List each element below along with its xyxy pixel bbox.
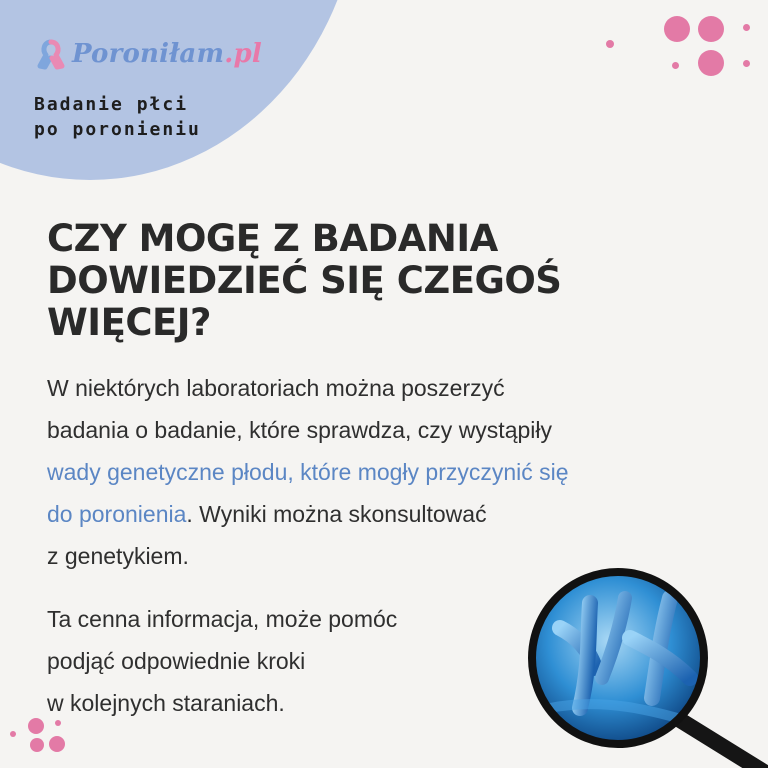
- decor-dot: [698, 50, 724, 76]
- text-line: badania o badanie, które sprawdza, czy wystąpiły: [47, 417, 553, 443]
- background-blob: [0, 0, 360, 180]
- decor-dot: [10, 731, 16, 737]
- paragraph-1: [47, 367, 737, 577]
- decor-dot: [698, 16, 724, 42]
- brand-logo: [36, 38, 262, 70]
- accent-text: do poronienia: [47, 501, 187, 527]
- text-line: z genetykiem.: [47, 543, 189, 569]
- title-line: WIĘCEJ?: [47, 301, 212, 344]
- text-line: Ta cenna informacja, może pomóc: [47, 606, 398, 632]
- decor-dot: [606, 40, 614, 48]
- decor-dot: [743, 60, 750, 67]
- subtitle-line: po poronieniu: [34, 119, 201, 140]
- decor-dot: [49, 736, 65, 752]
- page-title: [47, 218, 707, 344]
- text-span: . Wyniki można skonsultować: [186, 501, 487, 527]
- magnifier-chromosome-icon: [520, 558, 768, 768]
- text-line: podjąć odpowiednie kroki: [47, 648, 306, 674]
- accent-text-line: wady genetyczne płodu, które mogły przyczynić się: [47, 459, 569, 485]
- decor-dot: [30, 738, 44, 752]
- subtitle-line: Badanie płci: [34, 94, 189, 115]
- ribbon-icon: [36, 38, 66, 70]
- brand-name: Poroniłam.pl: [72, 39, 262, 69]
- decor-dot: [743, 24, 750, 31]
- decor-dot: [672, 62, 679, 69]
- title-line: CZY MOGĘ Z BADANIA: [47, 217, 498, 260]
- decor-dot: [664, 16, 690, 42]
- paragraph-2: [47, 598, 517, 724]
- text-line: [47, 493, 737, 535]
- text-line: W niektórych laboratoriach można poszerzyć: [47, 375, 505, 401]
- text-line: w kolejnych staraniach.: [47, 690, 285, 716]
- title-line: DOWIEDZIEĆ SIĘ CZEGOŚ: [47, 259, 562, 302]
- subtitle: [34, 92, 201, 142]
- decor-dot: [28, 718, 44, 734]
